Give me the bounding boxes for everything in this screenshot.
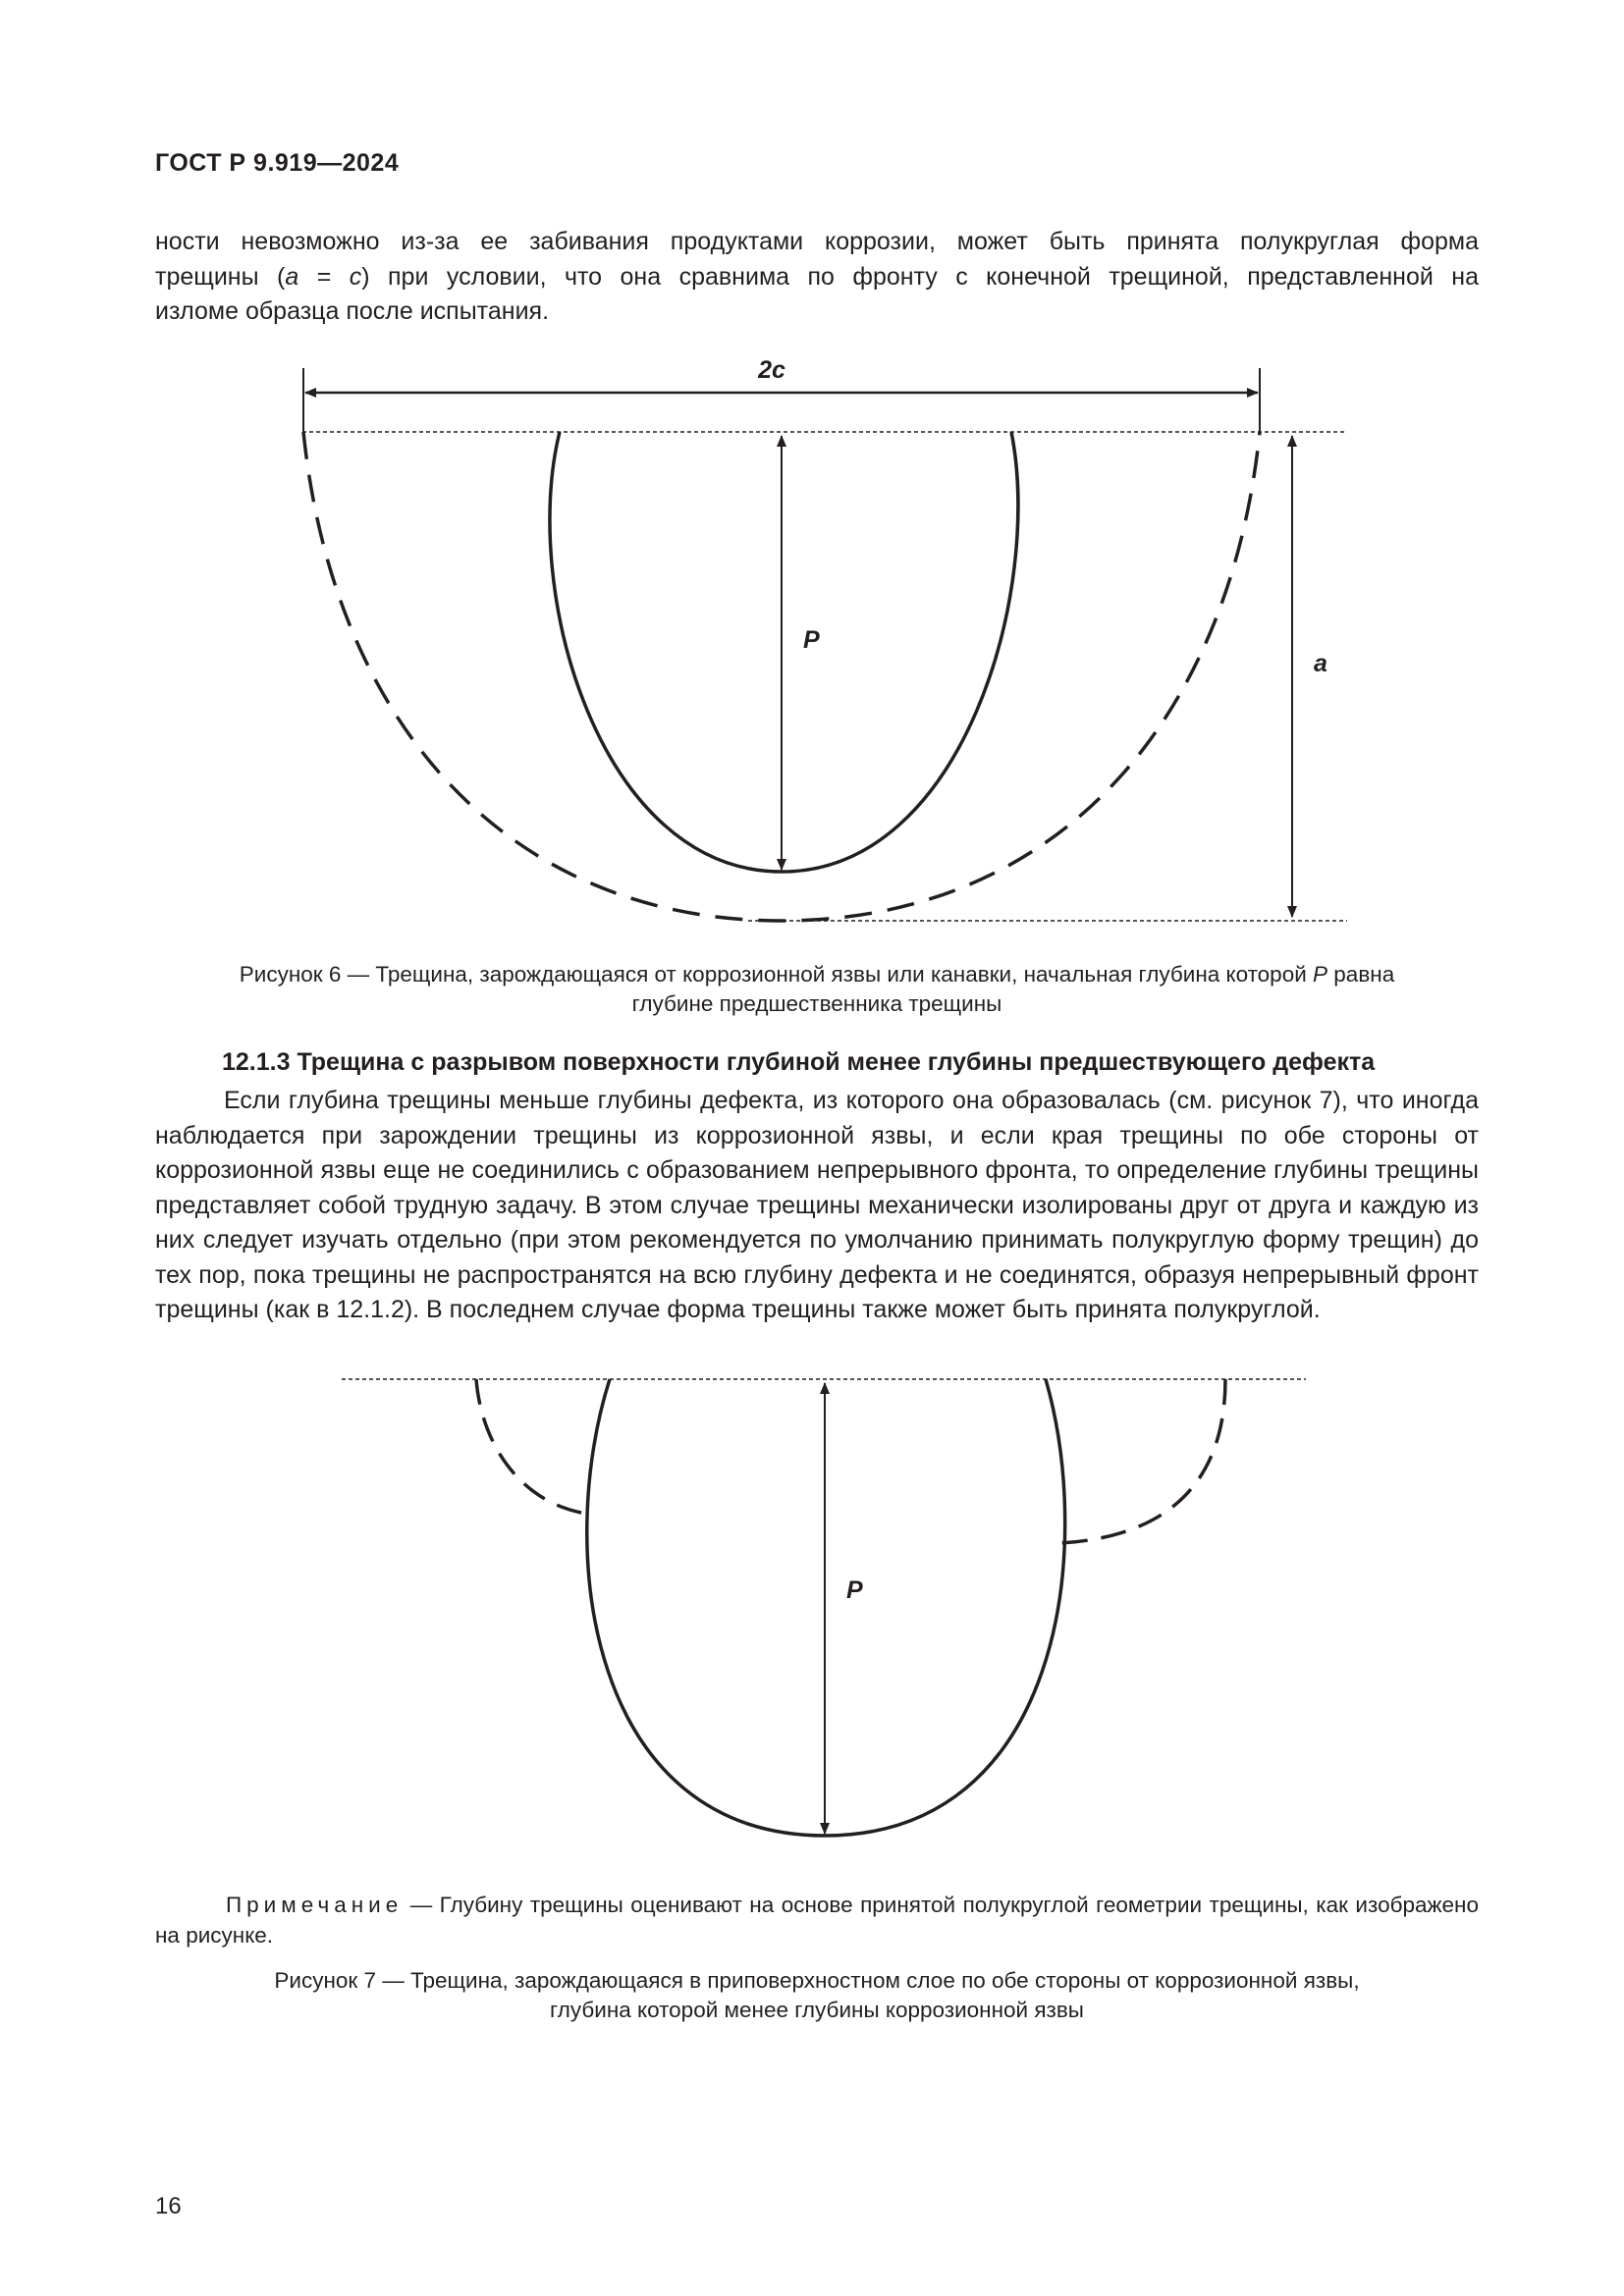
figure-7-note	[155, 1890, 1479, 1950]
note-text: — Глубину трещины оценивают на основе принятой полукруглой геометрии трещины, как изображено на рисунке.	[155, 1893, 1479, 1948]
note-label: Примечание	[226, 1893, 404, 1917]
document-header: ГОСТ Р 9.919—2024	[155, 149, 400, 177]
section-heading: 12.1.3 Трещина с разрывом поверхности глубиной менее глубины предшествующего дефекта	[222, 1048, 1376, 1076]
figure-7-caption-line-1: Рисунок 7 — Трещина, зарождающаяся в приповерхностном слое по обе стороны от коррозионной язвы,	[274, 1968, 1360, 1993]
fig6-label-p: P	[803, 626, 820, 654]
intro-line-2: трещины (a = c) при условии, что она сравнима по фронту с конечной трещиной, представленной на	[155, 262, 1479, 291]
fig7-left-crack-front	[476, 1379, 594, 1515]
symbol-a: a	[285, 262, 299, 291]
page-number: 16	[155, 2193, 182, 2219]
section-paragraph-text: Если глубина трещины меньше глубины дефекта, из которого она образовалась (см. рисунок 7), что иногда наблюдается при зарождении трещины из коррозионной язвы, и если края трещины по обе стороны от коррозионной язвы еще не соединились с образованием непрерывного фронта, то определение глубины трещины представляет собой трудную задачу. В этом случае трещины механически изолированы друг от друга и каждую из них следует изучать отдельно (при этом рекомендуется по умолчанию принимать полукруглую форму трещин) до тех пор, пока трещины не распространятся на всю глубину дефекта и не соединятся, образуя непрерывный фронт трещины (как в 12.1.2). В последнем случае форма трещины также может быть принята полукруглой.	[155, 1087, 1479, 1323]
fig6-label-2c: 2c	[758, 356, 785, 384]
symbol-c: c	[349, 262, 362, 291]
fig7-corrosion-pit-outline	[587, 1379, 1065, 1836]
intro-line-3: изломе образца после испытания.	[155, 297, 550, 325]
figure-6-caption-line-2: глубине предшественника трещины	[631, 991, 1002, 1016]
figure-7-caption-line-2: глубина которой менее глубины коррозионной язвы	[550, 1998, 1084, 2022]
fig7-right-crack-front	[1060, 1379, 1225, 1543]
intro-line-1: ности невозможно из-за ее забивания продуктами коррозии, может быть принята полукруглая форма	[155, 228, 1479, 255]
figure-7-caption	[155, 1966, 1479, 2025]
figure-6-caption-line-1: Рисунок 6 — Трещина, зарождающаяся от коррозионной язвы или канавки, начальная глубина которой P равна	[239, 962, 1395, 987]
fig7-label-p: P	[846, 1576, 863, 1604]
fig6-label-a: a	[1314, 650, 1327, 677]
